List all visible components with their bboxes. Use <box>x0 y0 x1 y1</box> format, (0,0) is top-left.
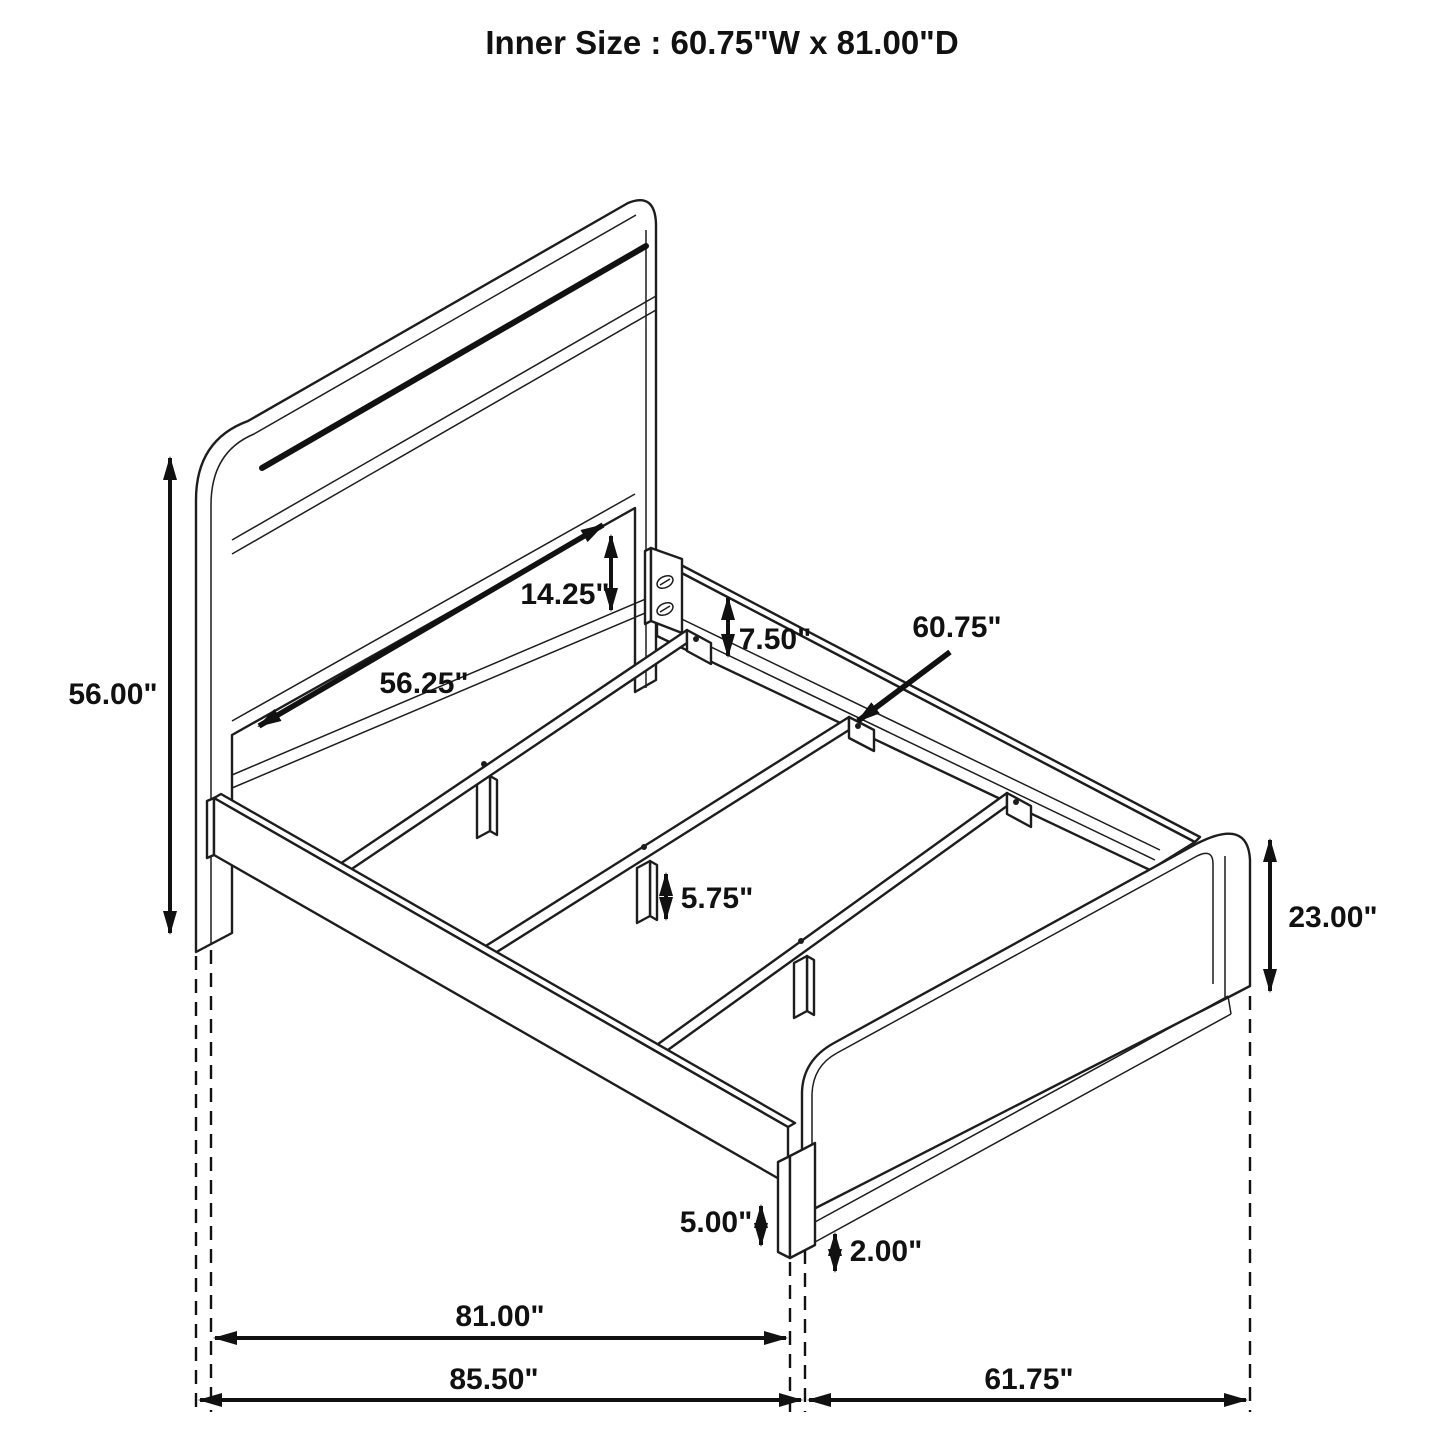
inner-depth-label: 81.00" <box>455 1300 545 1333</box>
slat-width-label: 60.75" <box>912 611 1002 644</box>
slat-2-screw-dot <box>641 844 647 850</box>
right-side-rail <box>657 555 1200 870</box>
slat-3-end-dot <box>1013 799 1019 805</box>
slat-1-end-dot <box>693 636 699 642</box>
slat-3-screw-dot <box>798 938 804 944</box>
support-leg-1 <box>477 776 490 838</box>
footboard-bottom-rail-end <box>1228 996 1231 1014</box>
left-side-rail <box>207 794 795 1184</box>
footboard-height-label: 23.00" <box>1288 901 1378 934</box>
panel-gap-label: 14.25" <box>520 578 610 611</box>
headboard-inner-width-label: 56.25" <box>379 667 469 700</box>
footboard-leg-side <box>778 1156 790 1258</box>
footboard-rail-height-label: 2.00" <box>849 1235 923 1268</box>
right-rail-cleat-line-2 <box>663 610 1160 850</box>
diagram-title: Inner Size : 60.75"W x 81.00"D <box>485 24 959 61</box>
slat-2-end-dot <box>855 723 861 729</box>
side-rail-height-label: 7.50" <box>738 623 812 656</box>
mounting-bracket <box>645 548 682 633</box>
footboard <box>778 834 1250 1258</box>
headboard-height-label: 56.00" <box>68 678 158 711</box>
footboard-leg <box>790 1143 815 1258</box>
overall-width-label: 61.75" <box>984 1363 1074 1396</box>
overall-depth-label: 85.50" <box>449 1363 539 1396</box>
support-leg-3 <box>794 956 807 1018</box>
right-rail-cleat-line-1 <box>663 624 1155 860</box>
support-leg-2 <box>637 861 650 923</box>
footboard-leg-height-label: 5.00" <box>679 1206 753 1239</box>
right-rail-face <box>657 560 1195 870</box>
bracket-plate <box>651 548 682 633</box>
slat-1-screw-dot <box>481 761 487 767</box>
support-leg-height-label: 5.75" <box>680 882 754 915</box>
left-rail-top-face <box>214 794 795 1127</box>
left-rail-face <box>214 798 788 1184</box>
